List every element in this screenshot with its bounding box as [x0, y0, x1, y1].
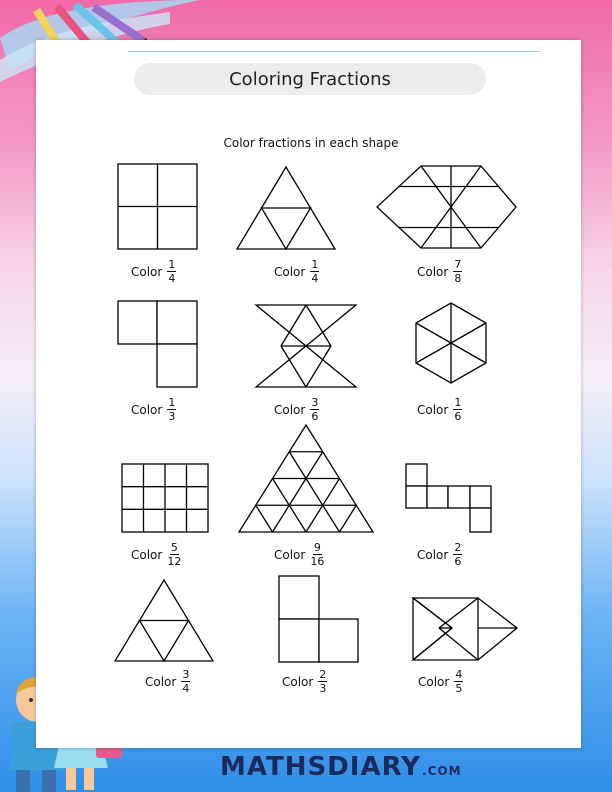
- denominator: 5: [455, 682, 463, 695]
- label-word: Color: [282, 674, 314, 689]
- shape-hourglass-triangles: [256, 305, 356, 387]
- denominator: 4: [182, 682, 190, 695]
- shape-triangle-16: [239, 425, 373, 532]
- denominator: 12: [167, 555, 182, 568]
- numerator: 9: [313, 541, 321, 554]
- denominator: 8: [454, 272, 462, 285]
- label-word: Color: [417, 264, 449, 279]
- label-word: Color: [417, 547, 449, 562]
- shape-triangle-quarters: [237, 167, 335, 249]
- brand-suffix: .COM: [422, 764, 462, 778]
- numerator: 5: [170, 541, 178, 554]
- numerator: 4: [455, 668, 463, 681]
- denominator: 3: [319, 682, 327, 695]
- denominator: 4: [311, 272, 319, 285]
- problem-label: [274, 259, 319, 284]
- brand-name: MATHSDIARY: [220, 752, 422, 782]
- shape-bowtie-triangles: [413, 598, 517, 660]
- problem-label: [145, 669, 190, 694]
- fraction: [167, 259, 176, 284]
- fraction: [310, 542, 324, 567]
- fraction: [453, 397, 462, 422]
- shape-triangle-quarters-2: [115, 580, 213, 661]
- fraction: [453, 542, 462, 567]
- problem-label: [274, 397, 319, 422]
- brand-logo: [220, 752, 462, 786]
- fraction: [167, 542, 181, 567]
- numerator: 3: [182, 668, 190, 681]
- numerator: 1: [168, 258, 176, 271]
- label-word: Color: [131, 547, 163, 562]
- denominator: 16: [310, 555, 325, 568]
- denominator: 6: [311, 410, 319, 423]
- numerator: 7: [454, 258, 462, 271]
- worksheet-title: Coloring Fractions: [134, 63, 486, 95]
- shape-hexagon-triangles: [377, 166, 516, 248]
- label-word: Color: [145, 674, 177, 689]
- denominator: 6: [454, 410, 462, 423]
- fraction: [453, 259, 462, 284]
- fraction: [310, 259, 319, 284]
- numerator: 1: [168, 396, 176, 409]
- instruction-text: Color fractions in each shape: [223, 136, 399, 150]
- problem-label: [417, 397, 462, 422]
- fraction: [167, 397, 176, 422]
- problem-label: [131, 259, 176, 284]
- label-word: Color: [274, 402, 306, 417]
- denominator: 4: [168, 272, 176, 285]
- label-word: Color: [274, 547, 306, 562]
- shape-square-quarters: [118, 164, 197, 249]
- numerator: 3: [311, 396, 319, 409]
- denominator: 3: [168, 410, 176, 423]
- problem-label: [131, 542, 181, 567]
- problem-label: [282, 669, 327, 694]
- shape-step-squares: [406, 464, 491, 532]
- label-word: Color: [417, 402, 449, 417]
- label-word: Color: [131, 264, 163, 279]
- fraction: [318, 669, 327, 694]
- fraction: [310, 397, 319, 422]
- problem-label: [274, 542, 324, 567]
- numerator: 2: [319, 668, 327, 681]
- shape-l-squares-2: [279, 576, 358, 662]
- denominator: 6: [454, 555, 462, 568]
- shape-grid-12: [122, 464, 208, 532]
- fraction: [454, 669, 463, 694]
- numerator: 1: [454, 396, 462, 409]
- shape-l-squares: [118, 301, 197, 387]
- problem-label: [417, 542, 462, 567]
- problem-label: [418, 669, 463, 694]
- shape-regular-hexagon: [416, 303, 486, 383]
- fraction: [181, 669, 190, 694]
- problem-label: [131, 397, 176, 422]
- label-word: Color: [418, 674, 450, 689]
- label-word: Color: [274, 264, 306, 279]
- label-word: Color: [131, 402, 163, 417]
- numerator: 2: [454, 541, 462, 554]
- numerator: 1: [311, 258, 319, 271]
- problem-label: [417, 259, 462, 284]
